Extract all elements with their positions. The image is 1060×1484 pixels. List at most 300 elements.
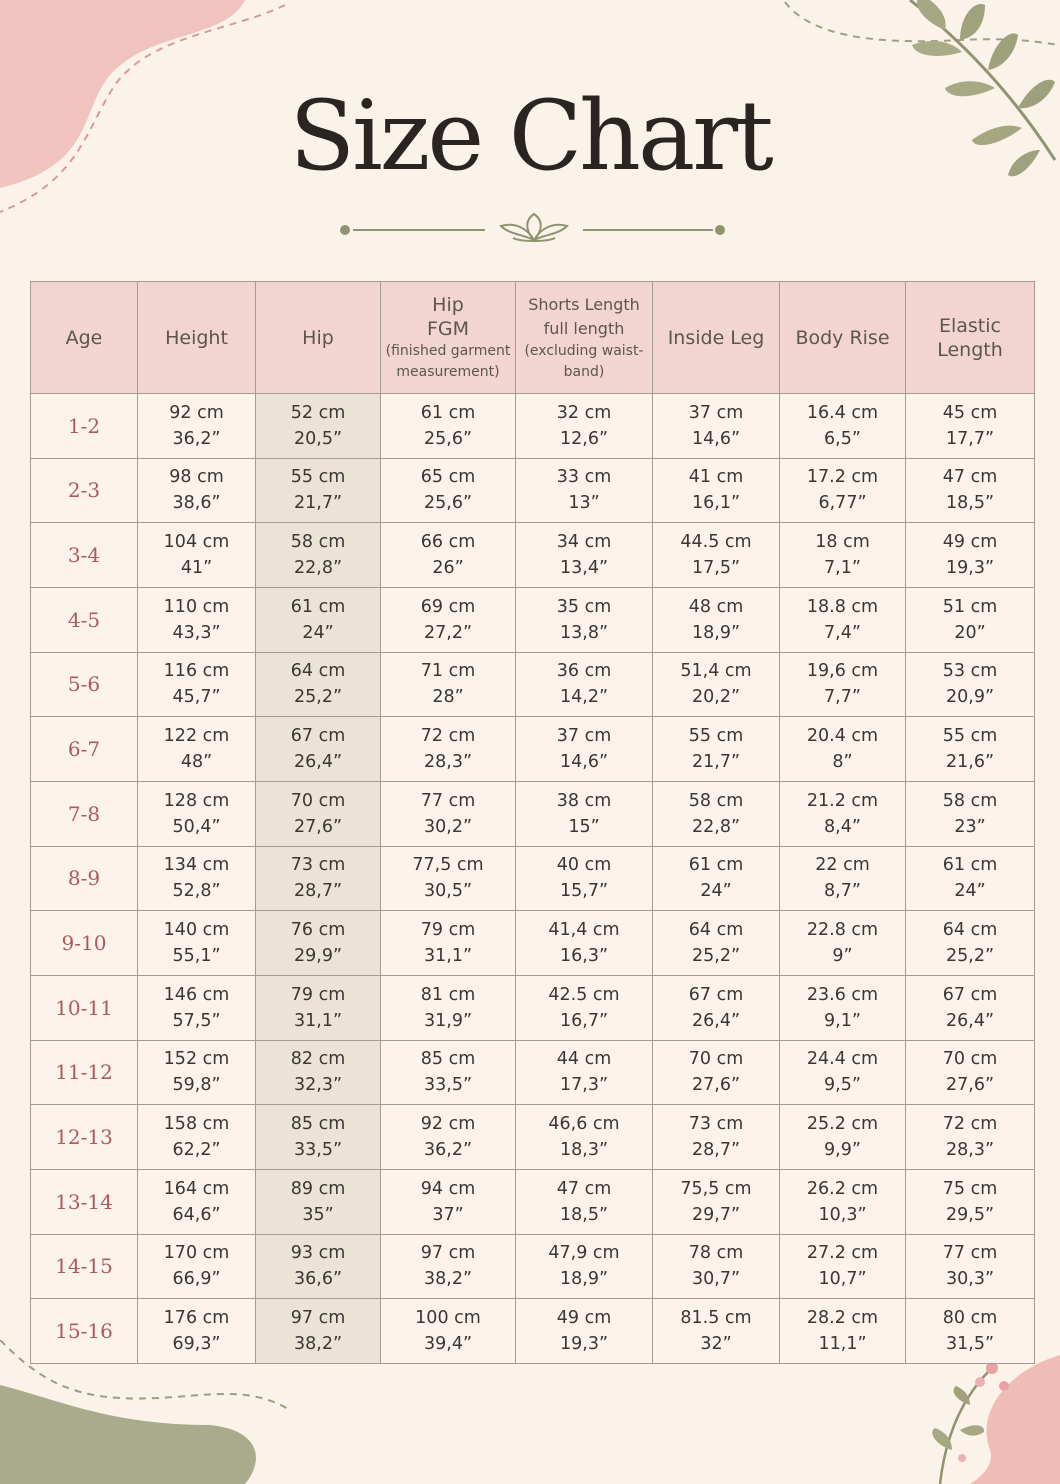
table-row bbox=[31, 1169, 1035, 1234]
value-cm: 93 cm bbox=[290, 1243, 346, 1264]
value-inch: 29,7” bbox=[691, 1204, 741, 1225]
age-cell: 8-9 bbox=[31, 846, 138, 911]
body-rise-cell bbox=[780, 523, 906, 588]
value-inch: 25,6” bbox=[423, 493, 473, 514]
value-cm: 55 cm bbox=[290, 467, 346, 488]
value-inch: 28,3” bbox=[423, 752, 473, 773]
hip-cell bbox=[256, 1105, 381, 1170]
value-cm: 51,4 cm bbox=[680, 661, 752, 682]
elastic-length-cell bbox=[906, 1234, 1035, 1299]
header-shorts-line1: Shorts Length bbox=[528, 294, 640, 314]
value-cm: 58 cm bbox=[290, 532, 346, 553]
value-cm: 67 cm bbox=[290, 726, 346, 747]
value-inch: 19,3” bbox=[559, 1334, 609, 1355]
value-inch: 9,1” bbox=[824, 1010, 861, 1031]
header-hip-fgm bbox=[381, 282, 516, 394]
value-inch: 28,7” bbox=[691, 1140, 741, 1161]
value-cm: 70 cm bbox=[688, 1049, 744, 1070]
age-cell: 4-5 bbox=[31, 587, 138, 652]
value-cm: 128 cm bbox=[163, 790, 230, 811]
value-inch: 35” bbox=[302, 1204, 334, 1225]
body-rise-cell bbox=[780, 781, 906, 846]
height-cell bbox=[138, 846, 256, 911]
elastic-length-cell bbox=[906, 1299, 1035, 1364]
height-cell bbox=[138, 911, 256, 976]
value-inch: 10,7” bbox=[818, 1269, 867, 1290]
elastic-length-cell bbox=[906, 1040, 1035, 1105]
age-cell: 9-10 bbox=[31, 911, 138, 976]
value-cm: 70 cm bbox=[290, 790, 346, 811]
age-cell: 5-6 bbox=[31, 652, 138, 717]
value-inch: 25,6” bbox=[423, 428, 473, 449]
value-inch: 31,9” bbox=[423, 1010, 473, 1031]
value-inch: 8,7” bbox=[824, 881, 861, 902]
value-inch: 30,5” bbox=[423, 881, 473, 902]
value-inch: 32” bbox=[700, 1334, 732, 1355]
table-row bbox=[31, 394, 1035, 459]
height-cell bbox=[138, 1299, 256, 1364]
shorts-length-cell bbox=[516, 1169, 653, 1234]
value-inch: 38,2” bbox=[423, 1269, 473, 1290]
age-cell: 15-16 bbox=[31, 1299, 138, 1364]
body-rise-cell bbox=[780, 394, 906, 459]
value-inch: 24” bbox=[700, 881, 732, 902]
value-cm: 61 cm bbox=[290, 596, 346, 617]
value-cm: 71 cm bbox=[420, 661, 476, 682]
shorts-length-cell bbox=[516, 458, 653, 523]
height-cell bbox=[138, 523, 256, 588]
hip-cell bbox=[256, 846, 381, 911]
body-rise-cell bbox=[780, 846, 906, 911]
value-inch: 38,2” bbox=[293, 1334, 343, 1355]
value-cm: 64 cm bbox=[688, 920, 744, 941]
value-inch: 14,6” bbox=[559, 752, 609, 773]
value-inch: 30,7” bbox=[691, 1269, 741, 1290]
body-rise-cell bbox=[780, 1299, 906, 1364]
hip-cell bbox=[256, 523, 381, 588]
inside-leg-cell bbox=[653, 975, 780, 1040]
value-inch: 64,6” bbox=[172, 1204, 221, 1225]
value-inch: 11,1” bbox=[818, 1334, 867, 1355]
header-shorts-note: (excluding waist-band) bbox=[524, 342, 644, 380]
value-cm: 79 cm bbox=[420, 920, 476, 941]
value-inch: 25,2” bbox=[293, 687, 343, 708]
top-right-dashed-curve bbox=[780, 0, 1060, 60]
height-cell bbox=[138, 587, 256, 652]
value-cm: 64 cm bbox=[290, 661, 346, 682]
value-cm: 18 cm bbox=[815, 532, 870, 553]
value-cm: 78 cm bbox=[688, 1243, 744, 1264]
hip-fgm-cell bbox=[381, 1169, 516, 1234]
value-cm: 65 cm bbox=[420, 467, 476, 488]
hip-fgm-cell bbox=[381, 846, 516, 911]
value-cm: 67 cm bbox=[688, 984, 744, 1005]
size-chart-table bbox=[30, 281, 1035, 1364]
value-inch: 20,2” bbox=[691, 687, 741, 708]
age-cell: 12-13 bbox=[31, 1105, 138, 1170]
table-row bbox=[31, 781, 1035, 846]
value-inch: 57,5” bbox=[172, 1010, 221, 1031]
inside-leg-cell bbox=[653, 1234, 780, 1299]
shorts-length-cell bbox=[516, 717, 653, 782]
value-inch: 12,6” bbox=[559, 428, 609, 449]
hip-fgm-cell bbox=[381, 523, 516, 588]
value-cm: 18.8 cm bbox=[806, 596, 879, 617]
value-inch: 17,5” bbox=[691, 558, 741, 579]
body-rise-cell bbox=[780, 587, 906, 652]
hip-fgm-cell bbox=[381, 911, 516, 976]
value-inch: 28” bbox=[432, 687, 464, 708]
hip-fgm-cell bbox=[381, 1299, 516, 1364]
header-shorts-line2: full length bbox=[543, 318, 625, 338]
header-body-rise: Body Rise bbox=[780, 282, 906, 394]
value-cm: 51 cm bbox=[942, 596, 998, 617]
value-inch: 27,6” bbox=[945, 1075, 995, 1096]
value-inch: 26” bbox=[432, 558, 464, 579]
body-rise-cell bbox=[780, 458, 906, 523]
hip-cell bbox=[256, 652, 381, 717]
hip-cell bbox=[256, 1299, 381, 1364]
value-cm: 26.2 cm bbox=[806, 1178, 879, 1199]
value-cm: 79 cm bbox=[290, 984, 346, 1005]
inside-leg-cell bbox=[653, 587, 780, 652]
value-cm: 81.5 cm bbox=[680, 1308, 752, 1329]
value-cm: 73 cm bbox=[688, 1114, 744, 1135]
value-inch: 7,1” bbox=[824, 558, 861, 579]
value-cm: 75,5 cm bbox=[680, 1178, 752, 1199]
value-cm: 77 cm bbox=[420, 790, 476, 811]
elastic-length-cell bbox=[906, 1105, 1035, 1170]
value-cm: 42.5 cm bbox=[548, 984, 620, 1005]
value-inch: 7,4” bbox=[824, 622, 861, 643]
table-row bbox=[31, 523, 1035, 588]
value-inch: 24” bbox=[954, 881, 986, 902]
value-inch: 23” bbox=[954, 816, 986, 837]
height-cell bbox=[138, 1169, 256, 1234]
value-inch: 14,6” bbox=[691, 428, 741, 449]
value-inch: 39,4” bbox=[423, 1334, 473, 1355]
body-rise-cell bbox=[780, 1234, 906, 1299]
height-cell bbox=[138, 717, 256, 782]
shorts-length-cell bbox=[516, 1105, 653, 1170]
value-cm: 37 cm bbox=[556, 726, 612, 747]
hip-fgm-cell bbox=[381, 394, 516, 459]
value-inch: 17,7” bbox=[945, 428, 995, 449]
shorts-length-cell bbox=[516, 846, 653, 911]
inside-leg-cell bbox=[653, 458, 780, 523]
height-cell bbox=[138, 394, 256, 459]
age-cell: 13-14 bbox=[31, 1169, 138, 1234]
value-inch: 19,3” bbox=[945, 558, 995, 579]
value-inch: 43,3” bbox=[172, 622, 221, 643]
hip-cell bbox=[256, 975, 381, 1040]
hip-fgm-cell bbox=[381, 781, 516, 846]
shorts-length-cell bbox=[516, 781, 653, 846]
value-inch: 9” bbox=[832, 946, 853, 967]
header-hip-fgm-line1: Hip bbox=[432, 293, 464, 316]
value-inch: 22,8” bbox=[293, 558, 343, 579]
inside-leg-cell bbox=[653, 717, 780, 782]
value-inch: 24” bbox=[302, 622, 334, 643]
value-cm: 61 cm bbox=[420, 402, 476, 423]
hip-fgm-cell bbox=[381, 975, 516, 1040]
value-inch: 28,3” bbox=[945, 1140, 995, 1161]
value-inch: 6,77” bbox=[818, 493, 867, 514]
elastic-length-cell bbox=[906, 781, 1035, 846]
value-inch: 52,8” bbox=[172, 881, 221, 902]
value-cm: 116 cm bbox=[163, 661, 230, 682]
value-cm: 85 cm bbox=[420, 1049, 476, 1070]
value-inch: 59,8” bbox=[172, 1075, 221, 1096]
table-row bbox=[31, 911, 1035, 976]
ornamental-divider bbox=[335, 212, 730, 252]
height-cell bbox=[138, 458, 256, 523]
hip-cell bbox=[256, 717, 381, 782]
header-elastic-length: Elastic Length bbox=[906, 282, 1035, 394]
value-inch: 27,6” bbox=[293, 816, 343, 837]
value-cm: 100 cm bbox=[415, 1308, 481, 1329]
value-cm: 67 cm bbox=[942, 984, 998, 1005]
age-cell: 1-2 bbox=[31, 394, 138, 459]
table-body bbox=[31, 394, 1035, 1364]
value-cm: 122 cm bbox=[163, 726, 230, 747]
table-row bbox=[31, 1234, 1035, 1299]
value-cm: 53 cm bbox=[942, 661, 998, 682]
value-inch: 48” bbox=[180, 752, 213, 773]
value-inch: 13” bbox=[568, 493, 600, 514]
table-row bbox=[31, 975, 1035, 1040]
hip-cell bbox=[256, 1234, 381, 1299]
value-cm: 158 cm bbox=[163, 1114, 230, 1135]
elastic-length-cell bbox=[906, 394, 1035, 459]
body-rise-cell bbox=[780, 1169, 906, 1234]
value-inch: 18,5” bbox=[559, 1204, 609, 1225]
shorts-length-cell bbox=[516, 975, 653, 1040]
value-inch: 27,2” bbox=[423, 622, 473, 643]
elastic-length-cell bbox=[906, 652, 1035, 717]
value-inch: 30,3” bbox=[945, 1269, 995, 1290]
value-cm: 47,9 cm bbox=[548, 1243, 620, 1264]
table-row bbox=[31, 652, 1035, 717]
value-cm: 104 cm bbox=[163, 532, 230, 553]
value-cm: 77 cm bbox=[942, 1243, 998, 1264]
value-cm: 77,5 cm bbox=[412, 855, 484, 876]
value-cm: 81 cm bbox=[420, 984, 476, 1005]
value-inch: 69,3” bbox=[172, 1334, 221, 1355]
elastic-length-cell bbox=[906, 975, 1035, 1040]
value-cm: 164 cm bbox=[163, 1178, 230, 1199]
value-inch: 38,6” bbox=[172, 493, 221, 514]
elastic-length-cell bbox=[906, 1169, 1035, 1234]
elastic-length-cell bbox=[906, 587, 1035, 652]
value-inch: 31,1” bbox=[423, 946, 473, 967]
value-cm: 34 cm bbox=[556, 532, 612, 553]
elastic-length-cell bbox=[906, 717, 1035, 782]
header-hip-fgm-note: (finished garment measurement) bbox=[385, 342, 511, 380]
value-inch: 50,4” bbox=[172, 816, 221, 837]
value-inch: 15” bbox=[568, 816, 600, 837]
header-row bbox=[31, 282, 1035, 394]
inside-leg-cell bbox=[653, 1299, 780, 1364]
hip-cell bbox=[256, 781, 381, 846]
value-inch: 13,4” bbox=[559, 558, 609, 579]
age-cell: 2-3 bbox=[31, 458, 138, 523]
value-cm: 170 cm bbox=[163, 1243, 230, 1264]
shorts-length-cell bbox=[516, 911, 653, 976]
value-inch: 8” bbox=[832, 752, 853, 773]
value-inch: 26,4” bbox=[945, 1010, 995, 1031]
value-inch: 30,2” bbox=[423, 816, 473, 837]
hip-fgm-cell bbox=[381, 1105, 516, 1170]
shorts-length-cell bbox=[516, 1040, 653, 1105]
body-rise-cell bbox=[780, 975, 906, 1040]
value-cm: 61 cm bbox=[688, 855, 744, 876]
age-cell: 14-15 bbox=[31, 1234, 138, 1299]
value-inch: 31,1” bbox=[293, 1010, 343, 1031]
value-inch: 33,5” bbox=[293, 1140, 343, 1161]
value-inch: 17,3” bbox=[559, 1075, 609, 1096]
hip-fgm-cell bbox=[381, 458, 516, 523]
value-cm: 16.4 cm bbox=[806, 402, 879, 423]
age-cell: 7-8 bbox=[31, 781, 138, 846]
value-cm: 49 cm bbox=[556, 1308, 612, 1329]
shorts-length-cell bbox=[516, 652, 653, 717]
value-cm: 47 cm bbox=[942, 467, 998, 488]
value-inch: 8,4” bbox=[824, 816, 861, 837]
hip-fgm-cell bbox=[381, 587, 516, 652]
value-cm: 48 cm bbox=[688, 596, 744, 617]
value-cm: 61 cm bbox=[942, 855, 998, 876]
body-rise-cell bbox=[780, 652, 906, 717]
value-inch: 16,1” bbox=[691, 493, 741, 514]
header-shorts-length bbox=[516, 282, 653, 394]
value-inch: 26,4” bbox=[691, 1010, 741, 1031]
value-cm: 70 cm bbox=[942, 1049, 998, 1070]
inside-leg-cell bbox=[653, 394, 780, 459]
value-inch: 25,2” bbox=[691, 946, 741, 967]
table-row bbox=[31, 1040, 1035, 1105]
value-inch: 26,4” bbox=[293, 752, 343, 773]
value-cm: 41 cm bbox=[688, 467, 744, 488]
value-cm: 92 cm bbox=[420, 1114, 476, 1135]
value-cm: 22 cm bbox=[815, 855, 870, 876]
height-cell bbox=[138, 1040, 256, 1105]
value-cm: 66 cm bbox=[420, 532, 476, 553]
value-inch: 36,2” bbox=[423, 1140, 473, 1161]
value-cm: 44.5 cm bbox=[680, 532, 752, 553]
hip-cell bbox=[256, 1169, 381, 1234]
value-inch: 37” bbox=[432, 1204, 464, 1225]
height-cell bbox=[138, 781, 256, 846]
value-cm: 58 cm bbox=[942, 790, 998, 811]
value-inch: 9,5” bbox=[824, 1075, 861, 1096]
value-inch: 7,7” bbox=[824, 687, 861, 708]
value-cm: 64 cm bbox=[942, 920, 998, 941]
shorts-length-cell bbox=[516, 523, 653, 588]
value-cm: 45 cm bbox=[942, 402, 998, 423]
value-cm: 146 cm bbox=[163, 984, 230, 1005]
hip-cell bbox=[256, 458, 381, 523]
table-row bbox=[31, 458, 1035, 523]
page-title: Size Chart bbox=[289, 80, 771, 192]
value-inch: 55,1” bbox=[172, 946, 221, 967]
inside-leg-cell bbox=[653, 1169, 780, 1234]
value-inch: 14,2” bbox=[559, 687, 609, 708]
value-cm: 28.2 cm bbox=[806, 1308, 879, 1329]
value-cm: 75 cm bbox=[942, 1178, 998, 1199]
value-cm: 55 cm bbox=[942, 726, 998, 747]
hip-fgm-cell bbox=[381, 652, 516, 717]
value-inch: 15,7” bbox=[559, 881, 609, 902]
value-cm: 89 cm bbox=[290, 1178, 346, 1199]
value-inch: 16,7” bbox=[559, 1010, 609, 1031]
value-cm: 94 cm bbox=[420, 1178, 476, 1199]
value-inch: 20,9” bbox=[945, 687, 995, 708]
value-cm: 20.4 cm bbox=[806, 726, 879, 747]
value-inch: 13,8” bbox=[559, 622, 609, 643]
value-inch: 18,3” bbox=[559, 1140, 609, 1161]
table-row bbox=[31, 587, 1035, 652]
value-cm: 72 cm bbox=[420, 726, 476, 747]
value-inch: 18,9” bbox=[691, 622, 741, 643]
value-inch: 36,2” bbox=[172, 428, 221, 449]
value-cm: 152 cm bbox=[163, 1049, 230, 1070]
table-row bbox=[31, 1299, 1035, 1364]
value-cm: 97 cm bbox=[290, 1308, 346, 1329]
body-rise-cell bbox=[780, 1040, 906, 1105]
value-cm: 72 cm bbox=[942, 1114, 998, 1135]
age-cell: 6-7 bbox=[31, 717, 138, 782]
inside-leg-cell bbox=[653, 1105, 780, 1170]
value-cm: 76 cm bbox=[290, 920, 346, 941]
value-cm: 49 cm bbox=[942, 532, 998, 553]
value-cm: 22.8 cm bbox=[806, 920, 879, 941]
hip-cell bbox=[256, 1040, 381, 1105]
body-rise-cell bbox=[780, 911, 906, 976]
hip-cell bbox=[256, 394, 381, 459]
value-cm: 32 cm bbox=[556, 402, 612, 423]
value-inch: 22,8” bbox=[691, 816, 741, 837]
table-row bbox=[31, 717, 1035, 782]
value-cm: 25.2 cm bbox=[806, 1114, 879, 1135]
value-cm: 23.6 cm bbox=[806, 984, 879, 1005]
value-cm: 33 cm bbox=[556, 467, 612, 488]
value-cm: 110 cm bbox=[163, 596, 230, 617]
value-inch: 21,7” bbox=[293, 493, 343, 514]
value-cm: 41,4 cm bbox=[548, 920, 620, 941]
value-cm: 44 cm bbox=[556, 1049, 612, 1070]
value-cm: 97 cm bbox=[420, 1243, 476, 1264]
value-cm: 176 cm bbox=[163, 1308, 230, 1329]
value-cm: 24.4 cm bbox=[806, 1049, 879, 1070]
value-inch: 45,7” bbox=[172, 687, 221, 708]
shorts-length-cell bbox=[516, 1299, 653, 1364]
value-cm: 19,6 cm bbox=[806, 661, 879, 682]
value-inch: 27,6” bbox=[691, 1075, 741, 1096]
value-cm: 27.2 cm bbox=[806, 1243, 879, 1264]
value-inch: 29,5” bbox=[945, 1204, 995, 1225]
hip-fgm-cell bbox=[381, 1040, 516, 1105]
elastic-length-cell bbox=[906, 523, 1035, 588]
hip-cell bbox=[256, 911, 381, 976]
inside-leg-cell bbox=[653, 846, 780, 911]
hip-fgm-cell bbox=[381, 1234, 516, 1299]
value-inch: 28,7” bbox=[293, 881, 343, 902]
age-cell: 3-4 bbox=[31, 523, 138, 588]
value-inch: 31,5” bbox=[945, 1334, 995, 1355]
value-cm: 73 cm bbox=[290, 855, 346, 876]
shorts-length-cell bbox=[516, 1234, 653, 1299]
